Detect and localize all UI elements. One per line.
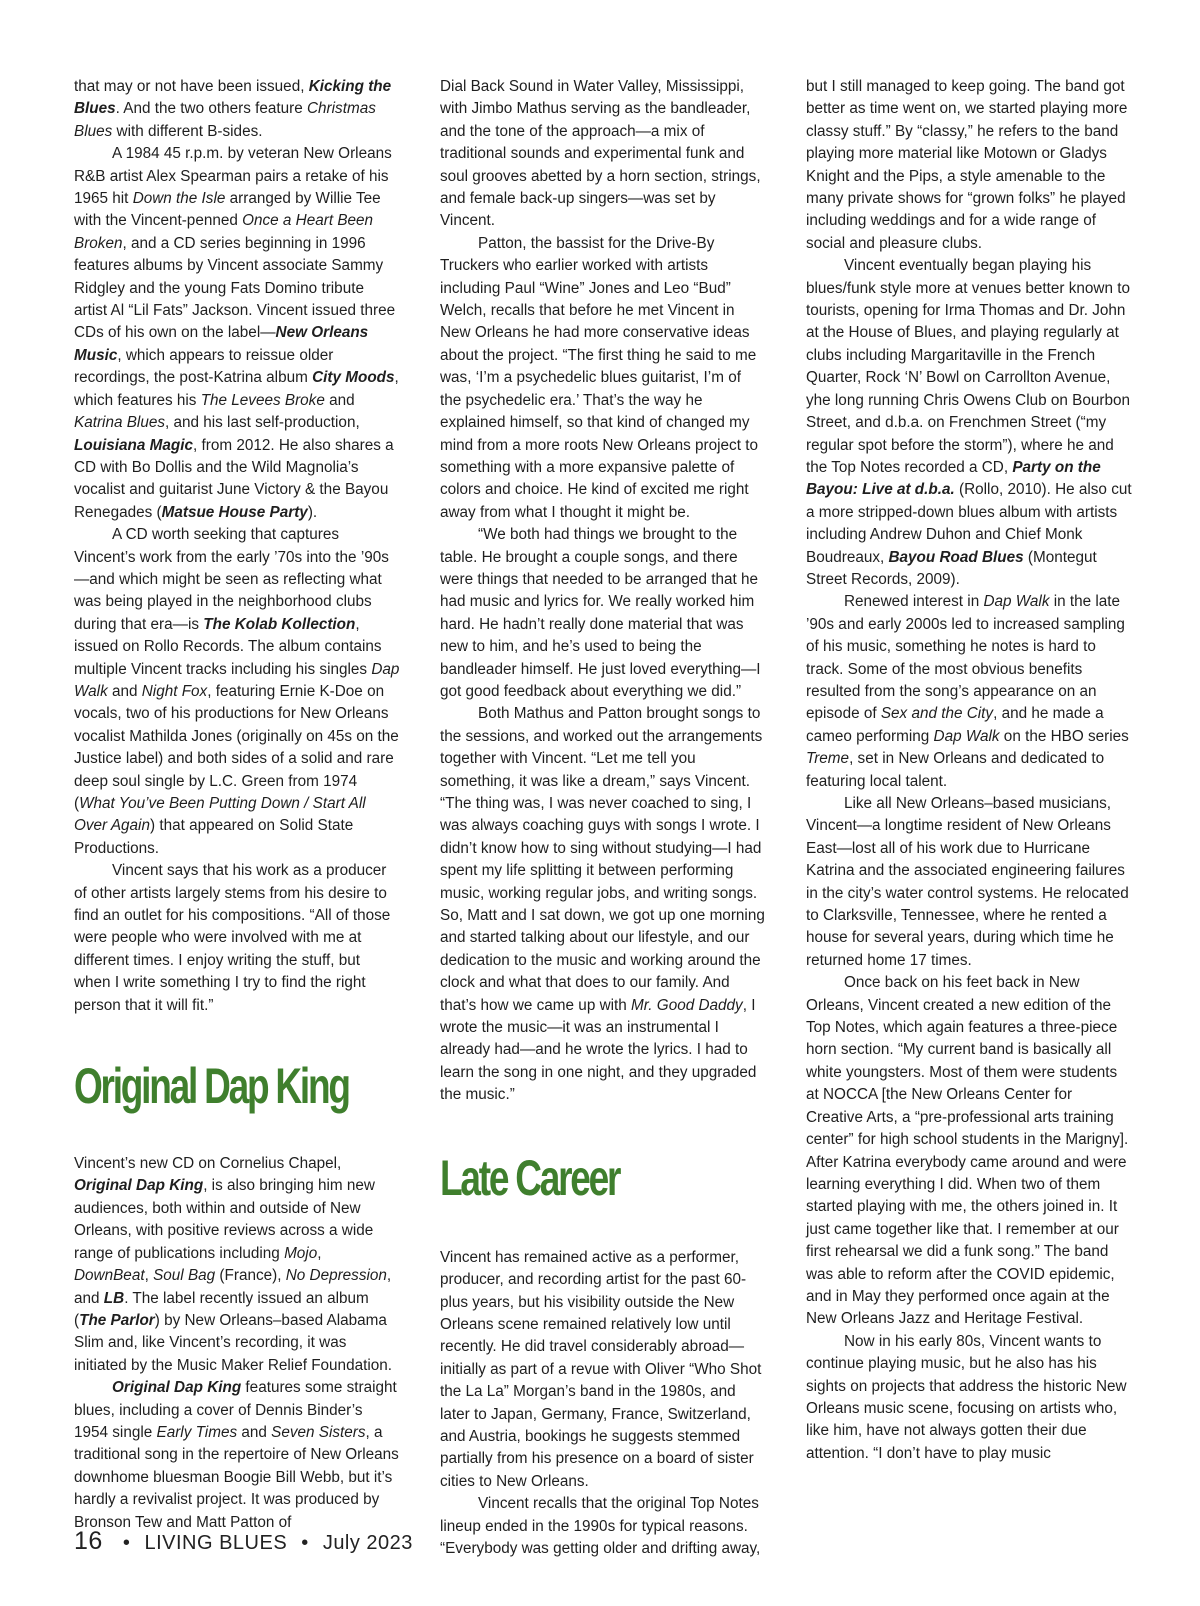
page-footer <box>74 1527 413 1556</box>
magazine-name: LIVING BLUES <box>144 1532 288 1554</box>
paragraph: Once back on his feet back in New Orleans, Vincent created a new edition of the Top Notes, which again features a three-piece horn section. “My current band is basically all white youngsters. Most of them were students at NOCCA [the New Orleans Center for Creative Arts, a “pre-professional arts training center” for high school students in the Marigny]. After Katrina everybody came around and were learning everything I did. When two of them started playing with me, the others joined in. It just came together like that. I remember at our first rehearsal we did a funk song.” The band was able to reform after the COVID epidemic, and in May they performed once again at the New Orleans Jazz and Heritage Festival. <box>806 974 1129 1328</box>
page-number: 16 <box>74 1527 103 1555</box>
paragraph: Vincent has remained active as a performer, producer, and recording artist for the past 60-plus years, but his visibility outside the New Orleans scene remained relatively low until recently. He did travel considerably abroad—initially as part of a revue with Oliver “Who Shot the La La” Morgan’s band in the 1980s, and later to Japan, Germany, France, Switzerland, and Austria, bookings he suggests stemmed partially from his presence on a board of sister cities to New Orleans. <box>440 1248 762 1490</box>
footer-separator: • <box>301 1532 309 1554</box>
footer-separator: • <box>122 1532 131 1554</box>
paragraph: “We both had things we brought to the table. He brought a couple songs, and there were things that needed to be arranged that he had music and lyrics for. We really worked him hard. He hadn’t really done material that was new to him, and he’s used to being the bandleader himself. He just loved everything—I got good feedback about everything we did.” <box>440 526 761 700</box>
column-2 <box>440 76 766 1560</box>
paragraph: that may or not have been issued, Kicking the Blues. And the two others feature Christmas Blues with different B-sides. <box>74 78 392 140</box>
paragraph: Dial Back Sound in Water Valley, Mississippi, with Jimbo Mathus serving as the bandleader, and the tone of the approach—a mix of traditional sounds and experimental funk and soul grooves abetted by a horn section, strings, and female back-up singers—was set by Vincent. <box>440 78 761 230</box>
paragraph: Vincent’s new CD on Cornelius Chapel, Original Dap King, is also bringing him new audiences, both within and outside of New Orleans, with positive reviews across a wide range of publications including Mojo, DownBeat, Soul Bag (France), No Depression, and LB. The label recently issued an album (The Parlor) by New Orleans–based Alabama Slim and, like Vincent’s recording, it was initiated by the Music Maker Relief Foundation. <box>74 1155 392 1374</box>
paragraph: Like all New Orleans–based musicians, Vincent—a longtime resident of New Orleans East—lost all of his work due to Hurricane Katrina and the associated engineering failures in the city’s water control systems. He relocated to Clarksville, Tennessee, where he rented a house for several years, during which time he returned home 17 times. <box>806 795 1129 969</box>
paragraph: Now in his early 80s, Vincent wants to continue playing music, but he also has his sights on projects that address the historic New Orleans music scene, focusing on artists who, like him, have not always gotten their due attention. “I don’t have to play music <box>806 1332 1127 1462</box>
section-heading-original-dap-king: Original Dap King <box>74 1058 349 1115</box>
paragraph: but I still managed to keep going. The band got better as time went on, we started playing more classy stuff.” By “classy,” he refers to the band playing more material like Motown or Gladys Knight and the Pips, a style amenable to the many private shows for “grown folks” he played including weddings and for a wide range of social and pleasure clubs. <box>806 78 1128 252</box>
paragraph: A 1984 45 r.p.m. by veteran New Orleans R&B artist Alex Spearman pairs a retake of his 1965 hit Down the Isle arranged by Willie Tee with the Vincent-penned Once a Heart Been Broken, and a CD series beginning in 1996 features albums by Vincent associate Sammy Ridgley and the young Fats Domino tribute artist Al “Lil Fats” Jackson. Vincent issued three CDs of his own on the label—New Orleans Music, which appears to reissue older recordings, the post-Katrina album City Moods, which features his The Levees Broke and Katrina Blues, and his last self-production, Louisiana Magic, from 2012. He also shares a CD with Bo Dollis and the Wild Magnolia’s vocalist and guitarist June Victory & the Bayou Renegades (Matsue House Party). <box>74 145 399 521</box>
column-1 <box>74 76 400 1534</box>
paragraph: Both Mathus and Patton brought songs to the sessions, and worked out the arrangements together with Vincent. “Let me tell you something, it was like a dream,” says Vincent. “The thing was, I was never coached to sing, I was always coaching guys with songs I wrote. I didn’t know how to sing without studying—I had spent my life splitting it between performing music, working regular jobs, and writing songs. So, Matt and I sat down, we got up one morning and started talking about our lifestyle, and our dedication to the music and working around the clock and what that does to our family. And that’s how we came up with Mr. Good Daddy, I wrote the music—it was an instrumental I already had—and he wrote the lyrics. I had to learn the song in one night, and they upgraded the music.” <box>440 705 765 1104</box>
paragraph: Vincent says that his work as a producer of other artists largely stems from his desire to find an outlet for his compositions. “All of those were people who were involved with me at different times. I enjoy writing the stuff, but when I write something I try to find the right person that it will fit.” <box>74 862 391 1014</box>
paragraph: Original Dap King features some straight blues, including a cover of Dennis Binder’s 1954 single Early Times and Seven Sisters, a traditional song in the repertoire of New Orleans downhome bluesman Boogie Bill Webb, but it’s hardly a revivalist project. It was produced by Bronson Tew and Matt Patton of <box>74 1379 399 1531</box>
paragraph: Vincent eventually began playing his blues/funk style more at venues better known to tourists, opening for Irma Thomas and Dr. John at the House of Blues, and playing regularly at clubs including Margaritaville in the French Quarter, Rock ‘N’ Bowl on Carrollton Avenue, yhe long running Chris Owens Club on Bourbon Street, and d.b.a. on Frenchmen Street (“my regular spot before the storm”), where he and the Top Notes recorded a CD, Party on the Bayou: Live at d.b.a. (Rollo, 2010). He also cut a more stripped-down blues album with artists including Andrew Duhon and Chief Monk Boudreaux, Bayou Road Blues (Montegut Street Records, 2009). <box>806 257 1132 588</box>
paragraph: Renewed interest in Dap Walk in the late ’90s and early 2000s led to increased sampling of his music, something he notes is hard to track. Some of the most obvious benefits resulted from the song’s appearance on an episode of Sex and the City, and he made a cameo performing Dap Walk on the HBO series Treme, set in New Orleans and dedicated to featuring local talent. <box>806 593 1129 790</box>
paragraph: A CD worth seeking that captures Vincent’s work from the early ’70s into the ’90s—and which might be seen as reflecting what was being played in the neighborhood clubs during that era—is The Kolab Kollection, issued on Rollo Records. The album contains multiple Vincent tracks including his singles Dap Walk and Night Fox, featuring Ernie K-Doe on vocals, two of his productions for New Orleans vocalist Mathilda Jones (originally on 45s on the Justice label) and both sides of a solid and rare deep soul single by L.C. Green from 1974 (What You’ve Been Putting Down / Start All Over Again) that appeared on Solid State Productions. <box>74 526 400 857</box>
section-heading-late-career: Late Career <box>440 1149 620 1206</box>
paragraph: Vincent recalls that the original Top Notes lineup ended in the 1990s for typical reasons. “Everybody was getting older and drifting away, <box>440 1495 761 1557</box>
column-3 <box>806 76 1132 1465</box>
issue-date: July 2023 <box>322 1532 413 1554</box>
paragraph: Patton, the bassist for the Drive-By Truckers who earlier worked with artists including Paul “Wine” Jones and Leo “Bud” Welch, recalls that before he met Vincent in New Orleans he had more conservative ideas about the project. “The first thing he said to me was, ‘I’m a psychedelic blues guitarist, I’m of the psychedelic era.’ That’s the way he explained himself, so that kind of changed my mind from a more roots New Orleans project to something with a more expansive palette of colors and choice. He kind of excited me right away from what I thought it might be. <box>440 234 758 521</box>
